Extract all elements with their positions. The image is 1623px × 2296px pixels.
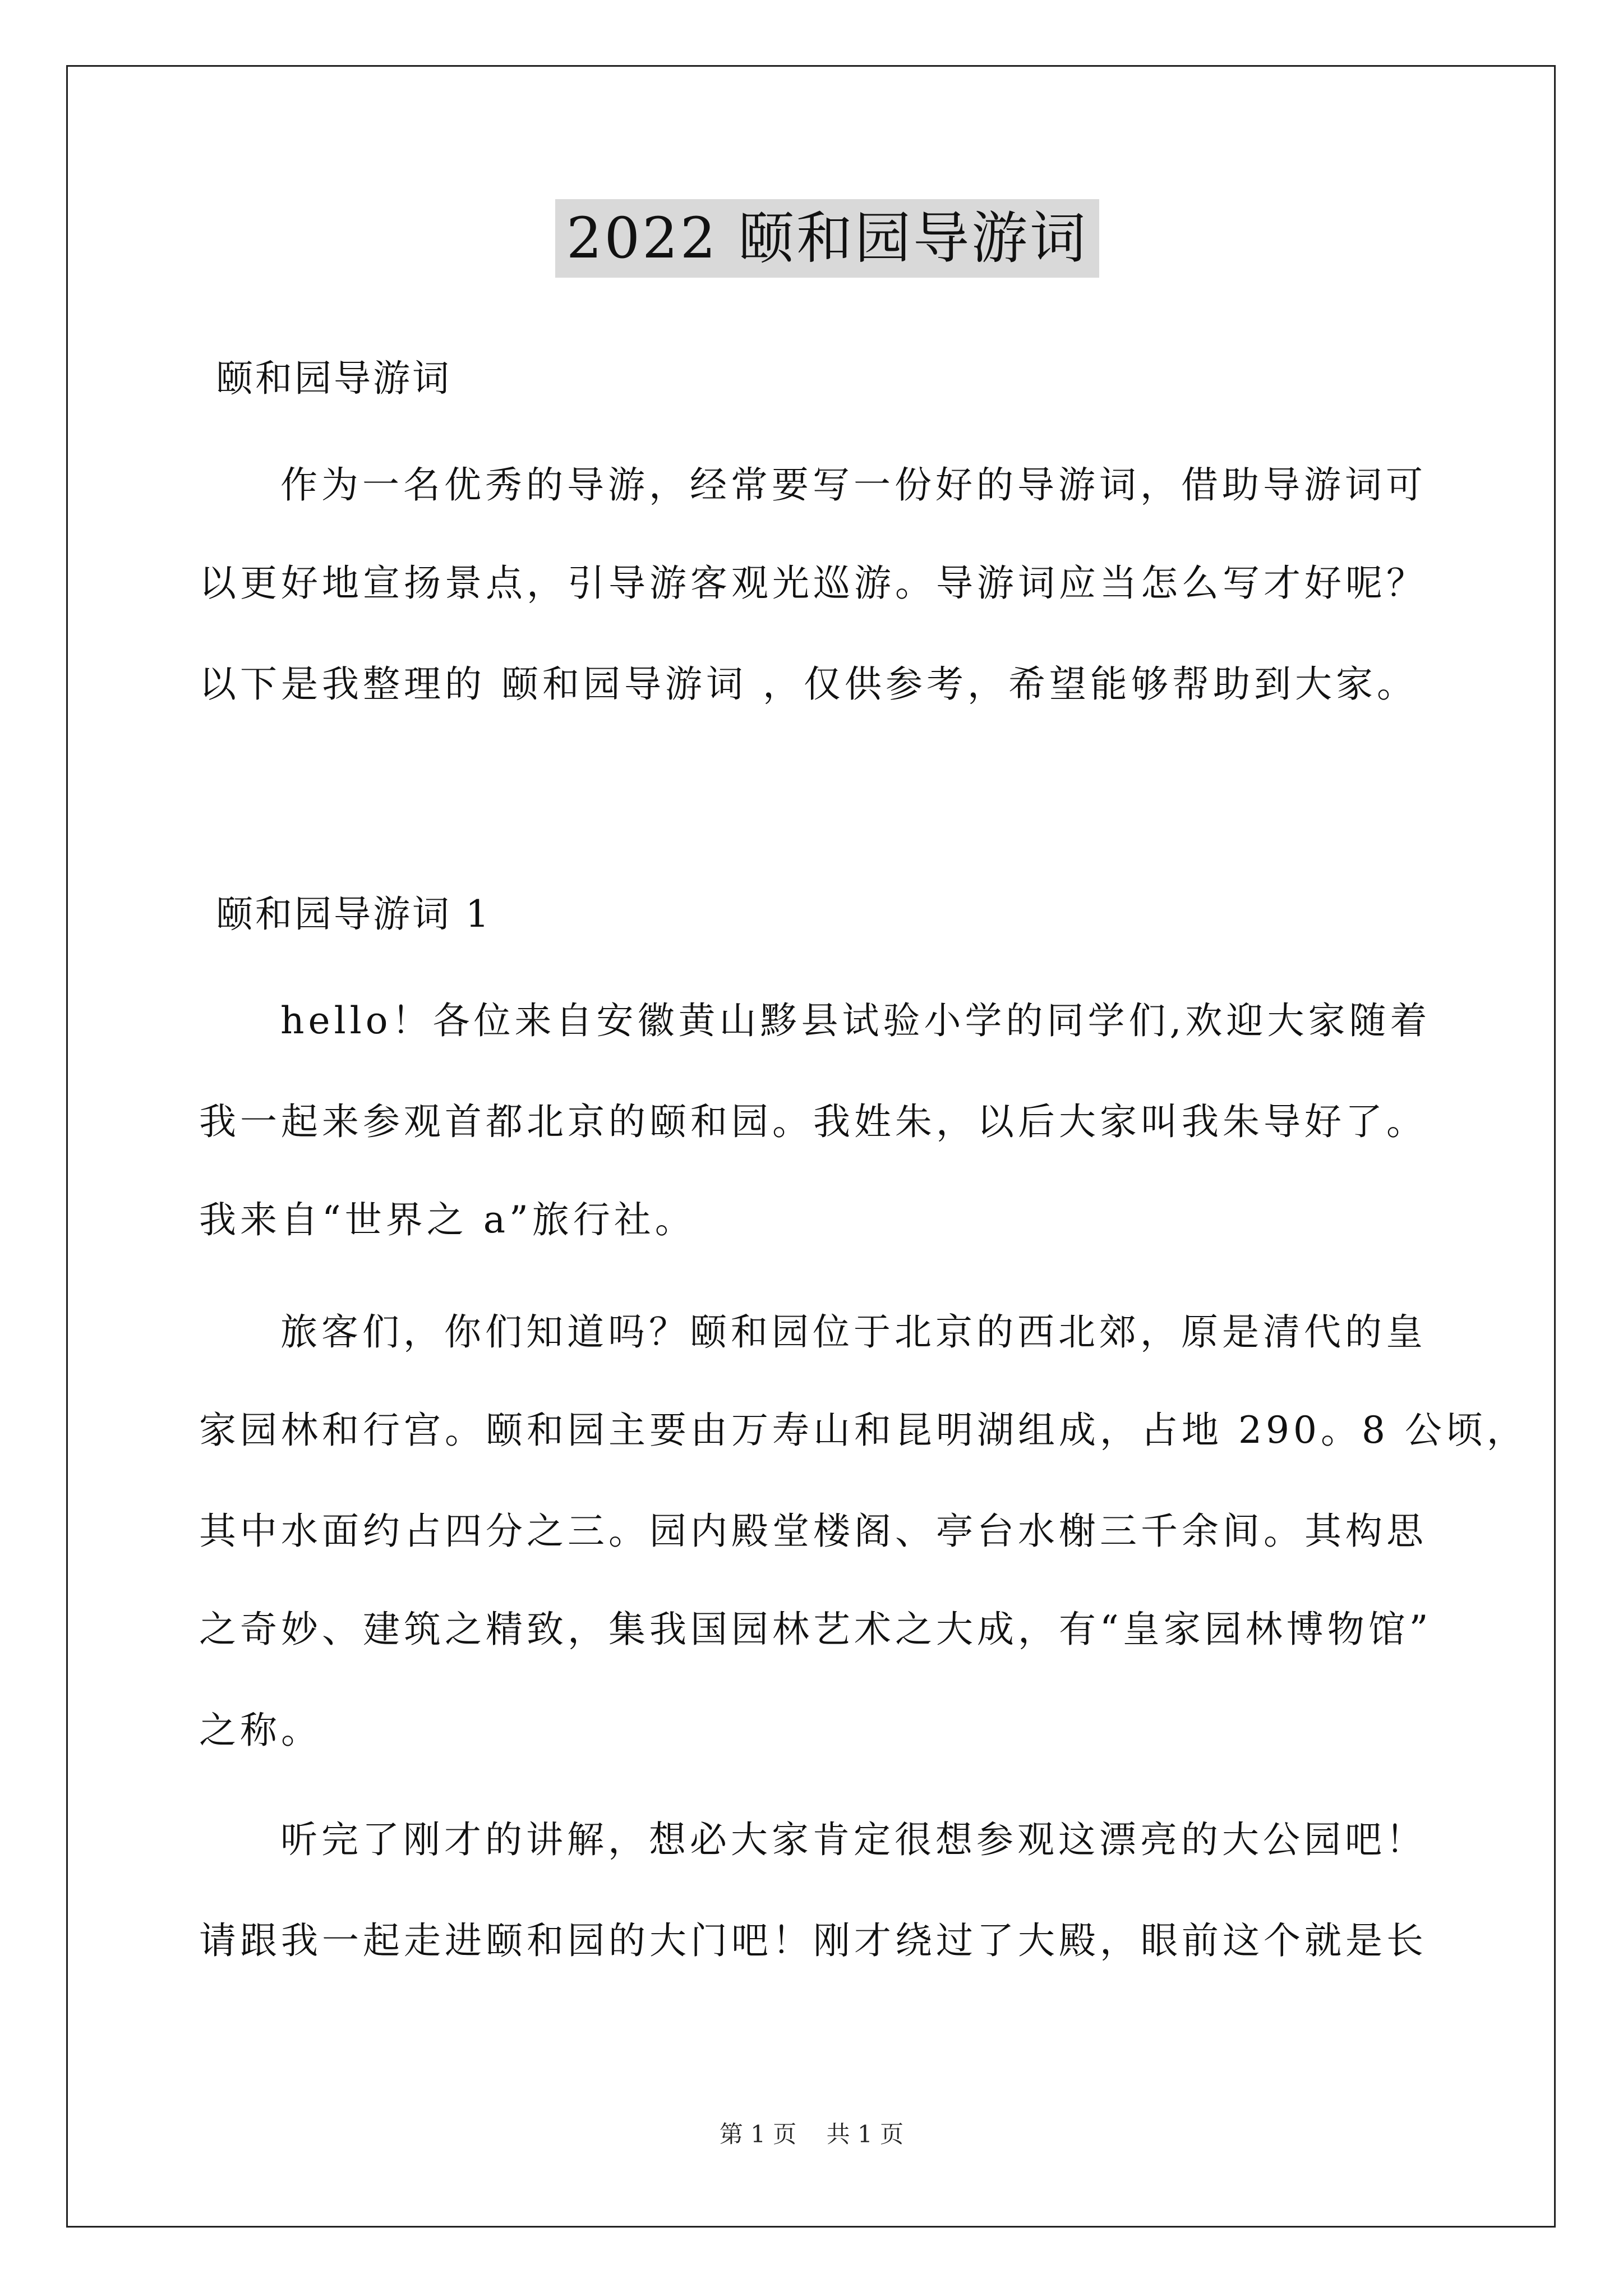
paragraph1-line-3: 我来自“世界之 a”旅行社。 <box>199 1198 696 1241</box>
paragraph2-line-4: 之奇妙、建筑之精致，集我国园林艺术之大成，有“皇家园林博物馆” <box>199 1608 1432 1651</box>
document-title: 2022 颐和园导游词 <box>555 199 1099 278</box>
paragraph2-line-5: 之称。 <box>199 1709 322 1752</box>
intro-line-1: 作为一名优秀的导游，经常要写一份好的导游词，借助导游词可 <box>280 463 1427 507</box>
paragraph2-line-3: 其中水面约占四分之三。园内殿堂楼阁、亭台水榭三千余间。其构思 <box>199 1510 1427 1553</box>
paragraph2-line-1: 旅客们，你们知道吗？颐和园位于北京的西北郊，原是清代的皇 <box>280 1310 1427 1354</box>
paragraph2-line-2: 家园林和行宫。颐和园主要由万寿山和昆明湖组成，占地 290。8 公顷， <box>199 1409 1528 1452</box>
page-total: 共 1 页 <box>826 2120 904 2148</box>
paragraph1-line-1: hello！各位来自安徽黄山黟县试验小学的同学们,欢迎大家随着 <box>280 999 1431 1042</box>
intro-line-2: 以更好地宣扬景点，引导游客观光巡游。导游词应当怎么写才好呢？ <box>199 562 1427 605</box>
paragraph3-line-1: 听完了刚才的讲解，想必大家肯定很想参观这漂亮的大公园吧！ <box>280 1818 1427 1861</box>
document-subtitle: 颐和园导游词 <box>216 357 451 400</box>
page-number: 第 1 页 <box>719 2120 797 2148</box>
intro-line-3: 以下是我整理的 颐和园导游词 ，仅供参考，希望能够帮助到大家。 <box>199 662 1418 706</box>
paragraph1-line-2: 我一起来参观首都北京的颐和园。我姓朱，以后大家叫我朱导好了。 <box>199 1100 1427 1143</box>
paragraph3-line-2: 请跟我一起走进颐和园的大门吧！刚才绕过了大殿，眼前这个就是长 <box>199 1919 1427 1962</box>
section-heading: 颐和园导游词 1 <box>216 892 491 936</box>
page-footer <box>0 2118 1623 2151</box>
